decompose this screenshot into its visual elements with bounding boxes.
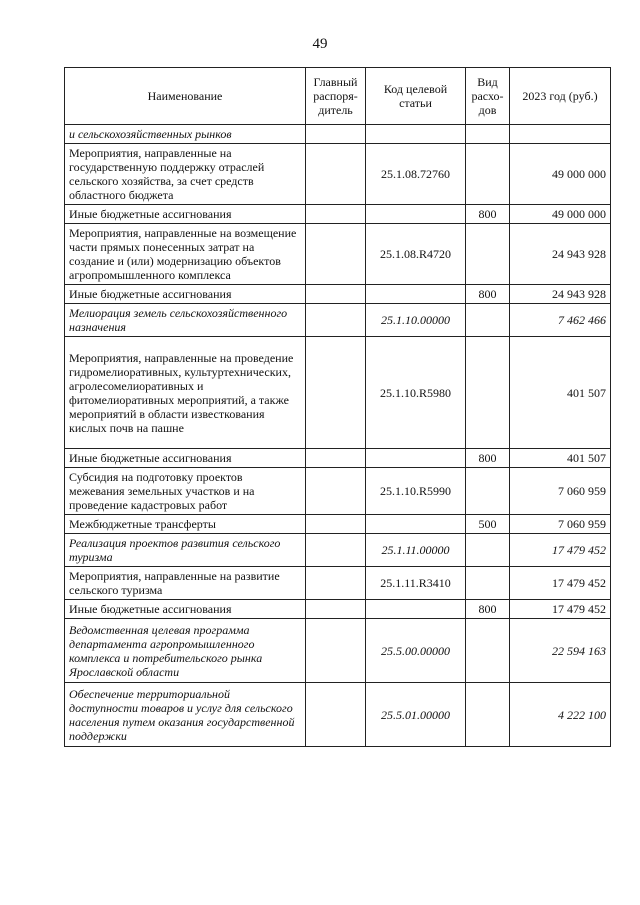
header-amount: 2023 год (руб.) <box>510 68 611 125</box>
cell-kind <box>466 304 510 337</box>
cell-dept <box>306 619 366 683</box>
cell-amount: 17 479 452 <box>510 534 611 567</box>
cell-name: Мероприятия, направленные на государственную поддержку отраслей сельского хозяйства, за счет средств областного бюджета <box>65 144 306 205</box>
cell-name: Иные бюджетные ассигнования <box>65 205 306 224</box>
cell-code <box>366 285 466 304</box>
cell-amount: 17 479 452 <box>510 567 611 600</box>
cell-dept <box>306 468 366 515</box>
table-row <box>65 600 611 619</box>
table-row <box>65 468 611 515</box>
cell-name: Иные бюджетные ассигнования <box>65 600 306 619</box>
cell-kind <box>466 534 510 567</box>
cell-name: и сельскохозяйственных рынков <box>65 125 306 144</box>
cell-code: 25.1.08.72760 <box>366 144 466 205</box>
cell-dept <box>306 224 366 285</box>
header-dept: Главный распоря- дитель <box>306 68 366 125</box>
cell-name: Мероприятия, направленные на проведение гидромелиоративных, культуртехнических, агролесомелиоративных и фитомелиоративных мероприятий, а также мероприятий в области известкования кислых почв на пашне <box>65 337 306 449</box>
cell-name: Межбюджетные трансферты <box>65 515 306 534</box>
cell-code: 25.1.11.R3410 <box>366 567 466 600</box>
cell-dept <box>306 534 366 567</box>
cell-kind <box>466 144 510 205</box>
cell-code <box>366 600 466 619</box>
cell-name: Ведомственная целевая программа департамента агропромышленного комплекса и потребительского рынка Ярославской области <box>65 619 306 683</box>
table-row <box>65 534 611 567</box>
cell-amount: 7 060 959 <box>510 515 611 534</box>
cell-kind: 800 <box>466 205 510 224</box>
table-row <box>65 337 611 449</box>
cell-kind <box>466 468 510 515</box>
table-header-row <box>65 68 611 125</box>
cell-kind <box>466 337 510 449</box>
cell-code <box>366 515 466 534</box>
cell-amount: 24 943 928 <box>510 285 611 304</box>
cell-amount: 49 000 000 <box>510 144 611 205</box>
cell-dept <box>306 304 366 337</box>
cell-dept <box>306 567 366 600</box>
header-name: Наименование <box>65 68 306 125</box>
table-row <box>65 683 611 747</box>
cell-amount: 49 000 000 <box>510 205 611 224</box>
cell-amount: 4 222 100 <box>510 683 611 747</box>
table-row <box>65 125 611 144</box>
cell-amount: 22 594 163 <box>510 619 611 683</box>
table-row <box>65 619 611 683</box>
cell-dept <box>306 683 366 747</box>
cell-dept <box>306 449 366 468</box>
cell-kind <box>466 224 510 285</box>
cell-dept <box>306 205 366 224</box>
cell-name: Субсидия на подготовку проектов межевания земельных участков и на проведение кадастровых работ <box>65 468 306 515</box>
cell-kind: 800 <box>466 449 510 468</box>
cell-amount: 7 060 959 <box>510 468 611 515</box>
cell-amount: 401 507 <box>510 449 611 468</box>
cell-code <box>366 125 466 144</box>
cell-dept <box>306 285 366 304</box>
cell-kind: 500 <box>466 515 510 534</box>
cell-code: 25.1.11.00000 <box>366 534 466 567</box>
table-row <box>65 304 611 337</box>
cell-name: Иные бюджетные ассигнования <box>65 285 306 304</box>
table-row <box>65 205 611 224</box>
cell-name: Мероприятия, направленные на возмещение части прямых понесенных затрат на создание и (или) модернизацию объектов агропромышленного комплекса <box>65 224 306 285</box>
cell-amount: 7 462 466 <box>510 304 611 337</box>
cell-kind: 800 <box>466 600 510 619</box>
table-row <box>65 515 611 534</box>
cell-dept <box>306 144 366 205</box>
cell-code: 25.1.10.00000 <box>366 304 466 337</box>
cell-kind <box>466 567 510 600</box>
table-row <box>65 449 611 468</box>
cell-kind: 800 <box>466 285 510 304</box>
cell-amount: 401 507 <box>510 337 611 449</box>
header-kind: Вид расхо- дов <box>466 68 510 125</box>
cell-amount <box>510 125 611 144</box>
cell-kind <box>466 683 510 747</box>
table-row <box>65 224 611 285</box>
header-code: Код целевой статьи <box>366 68 466 125</box>
cell-code: 25.1.08.R4720 <box>366 224 466 285</box>
cell-name: Реализация проектов развития сельского туризма <box>65 534 306 567</box>
budget-table <box>64 67 611 747</box>
cell-name: Обеспечение территориальной доступности товаров и услуг для сельского населения путем оказания государственной поддержки <box>65 683 306 747</box>
table-row <box>65 144 611 205</box>
cell-kind <box>466 619 510 683</box>
cell-name: Мероприятия, направленные на развитие сельского туризма <box>65 567 306 600</box>
cell-dept <box>306 600 366 619</box>
cell-code: 25.1.10.R5990 <box>366 468 466 515</box>
cell-amount: 24 943 928 <box>510 224 611 285</box>
table-row <box>65 285 611 304</box>
cell-code: 25.5.00.00000 <box>366 619 466 683</box>
cell-dept <box>306 125 366 144</box>
table-row <box>65 567 611 600</box>
cell-code: 25.5.01.00000 <box>366 683 466 747</box>
cell-code: 25.1.10.R5980 <box>366 337 466 449</box>
cell-code <box>366 205 466 224</box>
cell-dept <box>306 515 366 534</box>
cell-dept <box>306 337 366 449</box>
cell-kind <box>466 125 510 144</box>
cell-name: Иные бюджетные ассигнования <box>65 449 306 468</box>
cell-name: Мелиорация земель сельскохозяйственного назначения <box>65 304 306 337</box>
cell-code <box>366 449 466 468</box>
page-number: 49 <box>312 36 328 52</box>
cell-amount: 17 479 452 <box>510 600 611 619</box>
